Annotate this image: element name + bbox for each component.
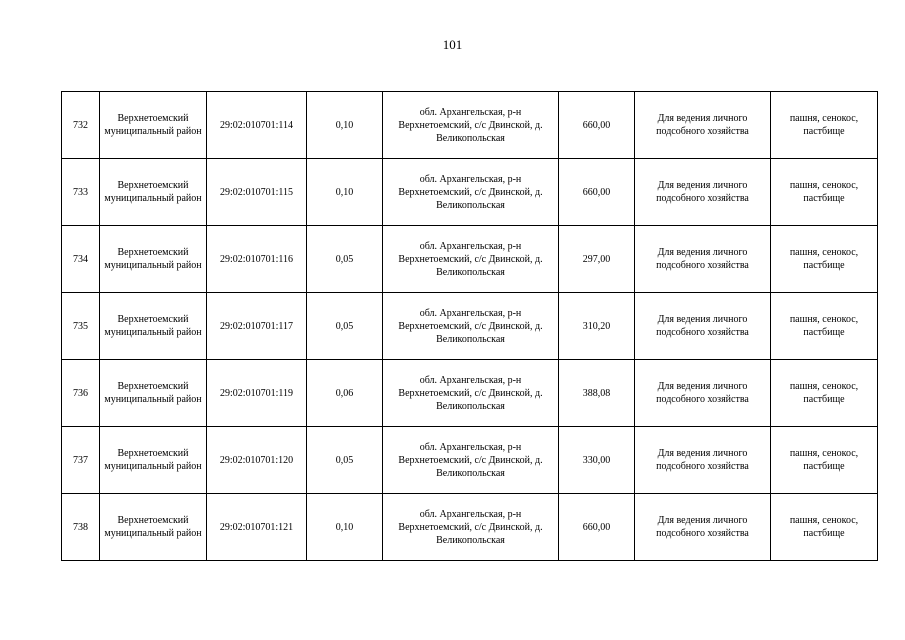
cadastral-value-cell: 660,00 [559,494,635,561]
address-cell: обл. Архангельская, р-н Верхнетоемский, с/с Двинской, д. Великопольская [383,92,559,159]
district-cell: Верхнетоемский муниципальный район [100,159,207,226]
district-cell: Верхнетоемский муниципальный район [100,92,207,159]
permitted-use-cell: Для ведения личного подсобного хозяйства [635,159,771,226]
permitted-use-cell: Для ведения личного подсобного хозяйства [635,92,771,159]
table-body [62,92,878,561]
address-cell: обл. Архангельская, р-н Верхнетоемский, с/с Двинской, д. Великопольская [383,159,559,226]
district-cell: Верхнетоемский муниципальный район [100,226,207,293]
permitted-use-cell: Для ведения личного подсобного хозяйства [635,293,771,360]
address-cell: обл. Архангельская, р-н Верхнетоемский, с/с Двинской, д. Великопольская [383,427,559,494]
row-number-cell: 732 [62,92,100,159]
district-cell: Верхнетоемский муниципальный район [100,427,207,494]
cadastral-number-cell: 29:02:010701:117 [207,293,307,360]
row-number-cell: 733 [62,159,100,226]
district-cell: Верхнетоемский муниципальный район [100,360,207,427]
address-cell: обл. Архангельская, р-н Верхнетоемский, с/с Двинской, д. Великопольская [383,293,559,360]
address-cell: обл. Архангельская, р-н Верхнетоемский, с/с Двинской, д. Великопольская [383,360,559,427]
table-row [62,427,878,494]
cadastral-number-cell: 29:02:010701:121 [207,494,307,561]
cadastral-number-cell: 29:02:010701:120 [207,427,307,494]
land-category-cell: пашня, сенокос, пастбище [771,226,878,293]
row-number-cell: 737 [62,427,100,494]
permitted-use-cell: Для ведения личного подсобного хозяйства [635,360,771,427]
area-cell: 0,10 [307,159,383,226]
cadastral-value-cell: 330,00 [559,427,635,494]
row-number-cell: 734 [62,226,100,293]
area-cell: 0,10 [307,494,383,561]
land-category-cell: пашня, сенокос, пастбище [771,159,878,226]
row-number-cell: 735 [62,293,100,360]
table-row [62,159,878,226]
cadastral-value-cell: 388,08 [559,360,635,427]
land-category-cell: пашня, сенокос, пастбище [771,427,878,494]
land-plots-table [61,91,878,561]
table-row [62,494,878,561]
area-cell: 0,10 [307,92,383,159]
district-cell: Верхнетоемский муниципальный район [100,293,207,360]
cadastral-value-cell: 660,00 [559,159,635,226]
cadastral-number-cell: 29:02:010701:119 [207,360,307,427]
row-number-cell: 736 [62,360,100,427]
page-number: 101 [442,37,463,52]
permitted-use-cell: Для ведения личного подсобного хозяйства [635,494,771,561]
address-cell: обл. Архангельская, р-н Верхнетоемский, с/с Двинской, д. Великопольская [383,226,559,293]
permitted-use-cell: Для ведения личного подсобного хозяйства [635,226,771,293]
land-category-cell: пашня, сенокос, пастбище [771,494,878,561]
table-row [62,92,878,159]
row-number-cell: 738 [62,494,100,561]
address-cell: обл. Архангельская, р-н Верхнетоемский, с/с Двинской, д. Великопольская [383,494,559,561]
district-cell: Верхнетоемский муниципальный район [100,494,207,561]
permitted-use-cell: Для ведения личного подсобного хозяйства [635,427,771,494]
land-category-cell: пашня, сенокос, пастбище [771,92,878,159]
land-category-cell: пашня, сенокос, пастбище [771,293,878,360]
area-cell: 0,05 [307,293,383,360]
area-cell: 0,05 [307,226,383,293]
cadastral-value-cell: 310,20 [559,293,635,360]
table-row [62,226,878,293]
area-cell: 0,06 [307,360,383,427]
cadastral-value-cell: 297,00 [559,226,635,293]
land-category-cell: пашня, сенокос, пастбище [771,360,878,427]
table-row [62,360,878,427]
cadastral-number-cell: 29:02:010701:116 [207,226,307,293]
cadastral-value-cell: 660,00 [559,92,635,159]
table-row [62,293,878,360]
area-cell: 0,05 [307,427,383,494]
cadastral-number-cell: 29:02:010701:114 [207,92,307,159]
cadastral-number-cell: 29:02:010701:115 [207,159,307,226]
